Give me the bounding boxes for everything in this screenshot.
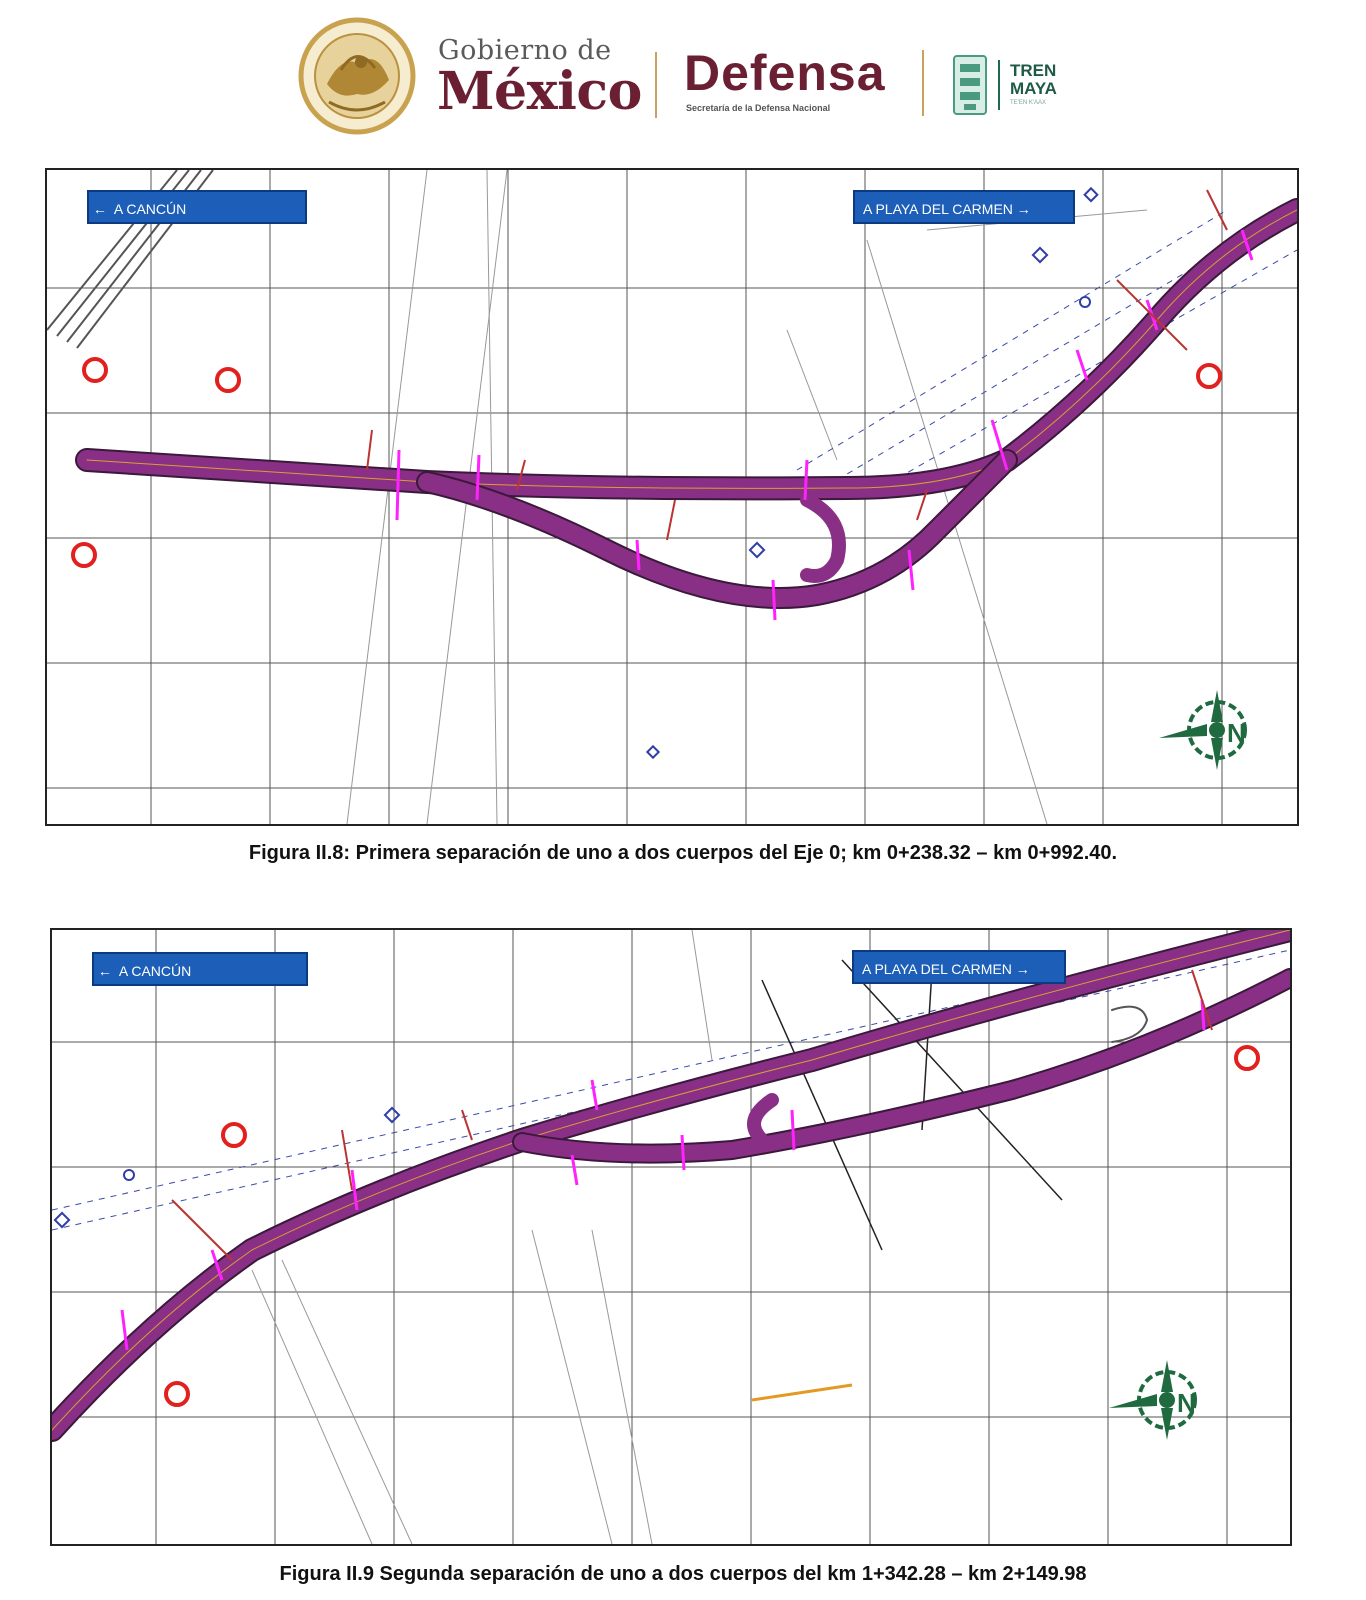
sign-to-playa-label: A PLAYA DEL CARMEN	[862, 961, 1012, 977]
sign-to-cancun-label: A CANCÚN	[118, 963, 192, 979]
defensa-subtitle: Secretaría de la Defensa Nacional	[686, 103, 831, 113]
north-arrow-label: N	[1227, 718, 1246, 748]
main-road-body	[52, 930, 1290, 1430]
station-markers	[122, 1000, 1204, 1350]
orange-alignment-mark	[752, 1385, 852, 1400]
culvert-markers	[647, 188, 1097, 757]
north-arrow	[1109, 1360, 1196, 1440]
tren-maya-subtitle: TE'EN K'AAX	[1010, 100, 1046, 106]
figure-ii-8-drawing	[47, 170, 1297, 824]
header-divider	[655, 52, 657, 118]
left-arrow-icon: ←	[94, 963, 116, 979]
sign-to-playa-del-carmen	[853, 190, 1075, 224]
figure-ii-8-caption: Figura II.8: Primera separación de uno a dos cuerpos del Eje 0; km 0+238.32 – km 0+992.40.	[248, 842, 1118, 864]
sign-to-playa-label: A PLAYA DEL CARMEN	[863, 201, 1013, 217]
reference-lines	[252, 930, 712, 1544]
figure-ii-9-drawing	[52, 930, 1290, 1544]
tren-maya-logo	[950, 52, 990, 118]
left-arrow-icon: ←	[89, 201, 111, 217]
header-divider	[922, 50, 924, 116]
right-arrow-icon: →	[1015, 961, 1030, 977]
sign-to-cancun	[87, 190, 307, 224]
map-grid	[52, 930, 1290, 1544]
sign-to-playa-del-carmen	[852, 950, 1066, 984]
tren-maya-divider	[998, 60, 1000, 110]
sign-to-cancun	[92, 952, 308, 986]
figure-ii-8-plan	[45, 168, 1299, 826]
right-arrow-icon: →	[1016, 201, 1031, 217]
maya-text: MAYA	[1010, 79, 1057, 98]
north-arrow	[1159, 690, 1246, 770]
defensa-text: Defensa	[684, 45, 886, 101]
sign-to-cancun-label: A CANCÚN	[113, 201, 187, 217]
gobierno-de-text: Gobierno de	[438, 35, 612, 66]
national-seal-logo	[297, 14, 417, 138]
north-arrow-label: N	[1177, 1388, 1196, 1418]
document-header	[0, 0, 1366, 150]
mexico-text: México	[437, 61, 642, 122]
main-road-body	[87, 210, 1297, 598]
figure-ii-9-caption: Figura II.9 Segunda separación de uno a dos cuerpos del km 1+342.28 – km 2+149.98	[279, 1563, 1087, 1585]
tren-text: TREN	[1010, 61, 1057, 80]
figure-ii-9-plan	[50, 928, 1292, 1546]
